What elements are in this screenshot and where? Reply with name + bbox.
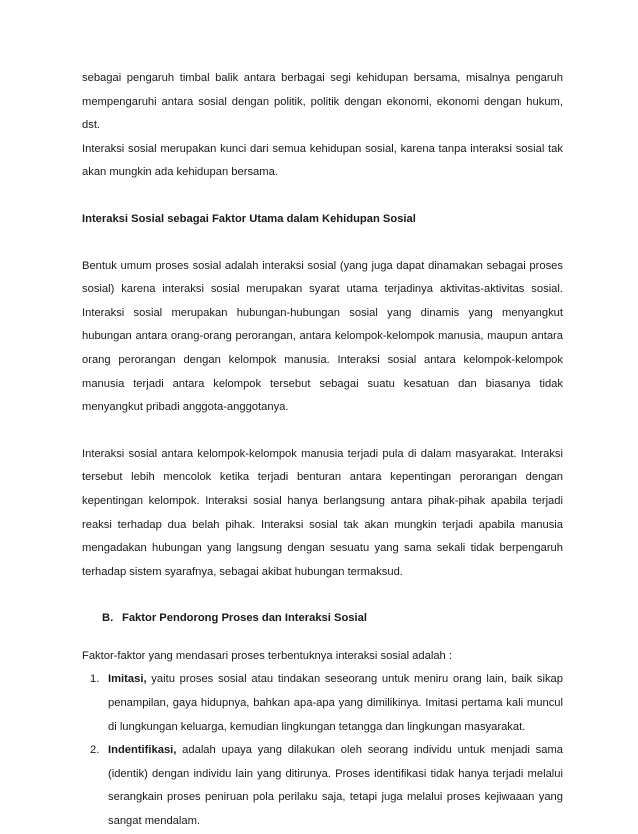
spacer	[82, 420, 563, 443]
factor-list	[82, 668, 563, 833]
section-heading: Interaksi Sosial sebagai Faktor Utama dalam Kehidupan Sosial	[82, 212, 416, 225]
subsection-letter: B.	[102, 612, 114, 625]
paragraph-continuation: sebagai pengaruh timbal balik antara berbagai segi kehidupan bersama, misalnya pengaruh mempengaruhi antara sosial dengan politik, politik dengan ekonomi, ekonomi dengan hukum, dst.	[82, 72, 563, 132]
list-number: 1.	[90, 673, 100, 686]
spacer	[82, 631, 563, 645]
list-item	[82, 739, 563, 833]
paragraph-group-interaction: Interaksi sosial antara kelompok-kelompok manusia terjadi pula di dalam masyarakat. Interaksi tersebut lebih mencolok ketika terjadi benturan antara kepentingan perorangan dengan kepentingan kelompok. Interaksi sosial hanya berlangsung antara pihak-pihak apabila terjadi reaksi terhadap dua belah pihak. Interaksi sosial tak akan mungkin terjadi apabila manusia mengadakan hubungan yang langsung dengan sesuatu yang sama sekali tidak berpengaruh terhadap sistem syarafnya, sebagai akibat hubungan termaksud.	[82, 447, 563, 578]
list-item	[82, 668, 563, 739]
paragraph-general-form: Bentuk umum proses sosial adalah interaksi sosial (yang juga dapat dinamakan sebagai proses sosial) karena interaksi sosial merupakan syarat utama terjadinya aktivitas-aktivitas sosial. Interaksi sosial merupakan hubungan-hubungan sosial yang dinamis yang menyangkut hubungan antara orang-orang perorangan, antara kelompok-kelompok manusia, maupun antara orang perorangan dengan kelompok manusia. Interaksi sosial antara kelompok-kelompok manusia terjadi antara kelompok tersebut sebagai suatu kesatuan dan biasanya tidak menyangkut pribadi anggota-anggotanya.	[82, 259, 563, 414]
list-term: Indentifikasi,	[108, 744, 177, 757]
list-term: Imitasi,	[108, 673, 147, 686]
spacer	[82, 232, 563, 255]
subsection-title: Faktor Pendorong Proses dan Interaksi Sosial	[122, 612, 367, 625]
factors-intro: Faktor-faktor yang mendasari proses terbentuknya interaksi sosial adalah :	[82, 649, 452, 662]
list-number: 2.	[90, 744, 100, 757]
list-text: yaitu proses sosial atau tindakan seseorang untuk meniru orang lain, baik sikap penampilan, gaya hidupnya, bahkan apa-apa yang dimilikinya. Imitasi pertama kali muncul di lungkungan keluarga, kemudian lingkungan tetangga dan lingkungan masyarakat.	[108, 673, 563, 733]
subsection-heading	[82, 607, 563, 631]
spacer	[82, 584, 563, 607]
spacer	[82, 185, 563, 208]
paragraph-key-interaction: Interaksi sosial merupakan kunci dari semua kehidupan sosial, karena tanpa interaksi sosial tak akan mungkin ada kehidupan bersama.	[82, 142, 563, 179]
list-text: adalah upaya yang dilakukan oleh seorang individu untuk menjadi sama (identik) dengan individu lain yang ditirunya. Proses identifikasi tidak hanya terjadi melalui serangkain proses peniruan pola perilaku saja, tetapi juga melalui proses kejiwaaan yang sangat mendalam.	[108, 744, 563, 828]
